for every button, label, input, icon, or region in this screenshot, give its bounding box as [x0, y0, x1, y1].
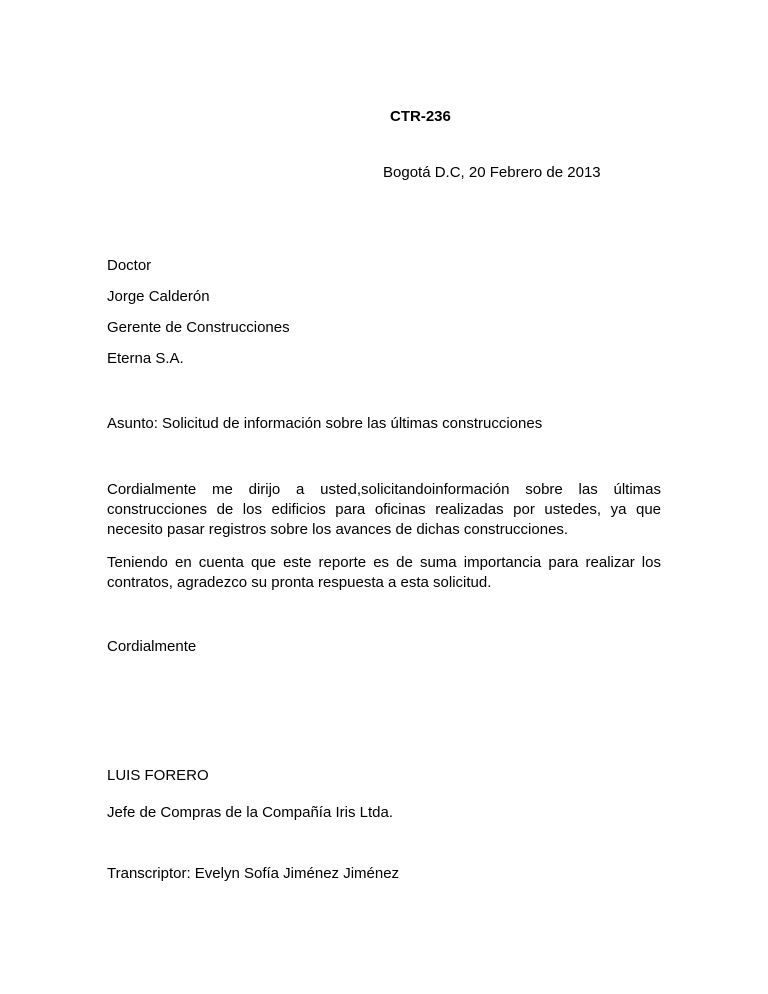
transcriptor: Transcriptor: Evelyn Sofía Jiménez Jiménez [107, 865, 400, 882]
body-paragraph-1: Cordialmente me dirijo a usted,solicitandoinformación sobre las últimas construcciones de los edificios para oficinas realizadas por ustedes, ya que necesito pasar registros sobre los avances de dichas construcciones. [107, 481, 661, 538]
recipient-block [107, 257, 290, 381]
subject-line: Asunto: Solicitud de información sobre las últimas construcciones [107, 415, 543, 432]
recipient-salutation: Doctor [107, 257, 152, 274]
recipient-position: Gerente de Construcciones [107, 319, 290, 336]
signer-title: Jefe de Compras de la Compañía Iris Ltda. [107, 804, 393, 821]
recipient-company: Eterna S.A. [107, 350, 184, 367]
recipient-name: Jorge Calderón [107, 288, 210, 305]
body-paragraph-2: Teniendo en cuenta que este reporte es de suma importancia para realizar los contratos, agradezco su pronta respuesta a esta solicitud. [107, 554, 661, 591]
signer-name: LUIS FORERO [107, 767, 209, 784]
reference-code: CTR-236 [390, 108, 451, 125]
place-date: Bogotá D.C, 20 Febrero de 2013 [383, 164, 601, 181]
closing: Cordialmente [107, 638, 197, 655]
